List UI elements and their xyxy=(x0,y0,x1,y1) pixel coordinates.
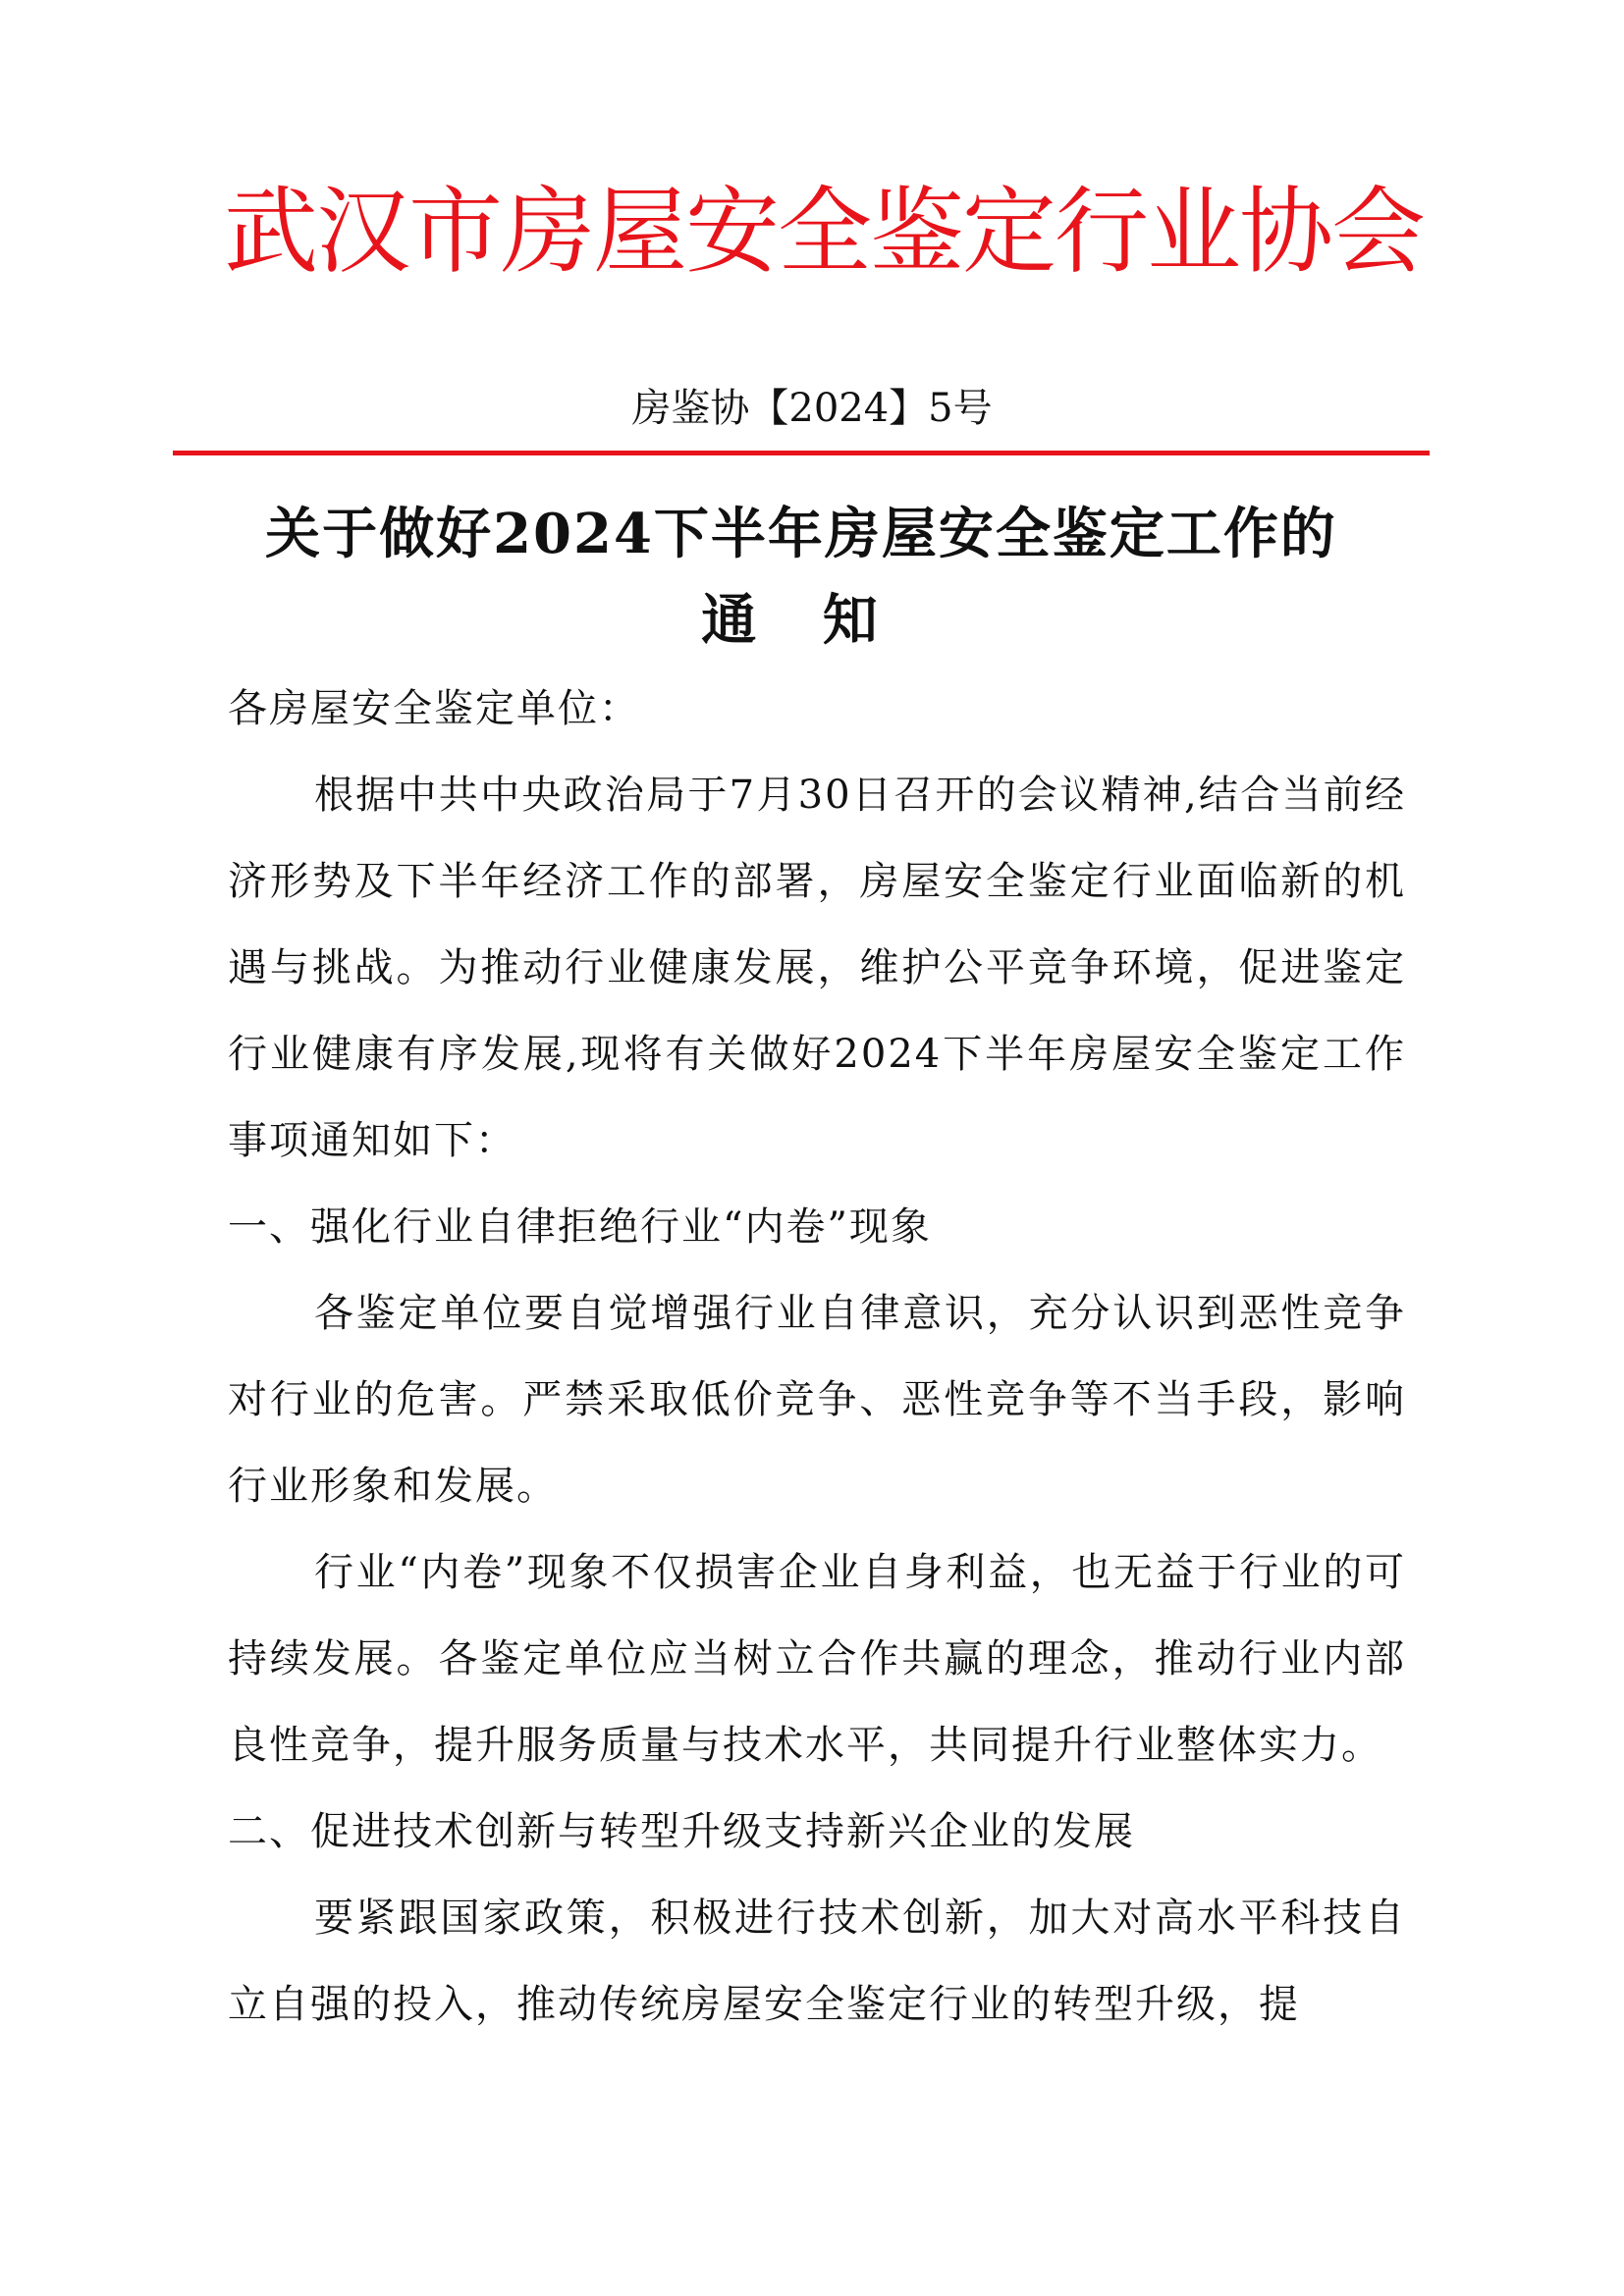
salutation: 各房屋安全鉴定单位： xyxy=(228,686,640,731)
section-2-paragraph-1: 要紧跟国家政策，积极进行技术创新，加大对高水平科技自立自强的投入，推动传统房屋安全鉴定行业的转型升级，提 xyxy=(228,1896,1406,2027)
section-1-paragraph-2: 行业“内卷”现象不仅损害企业自身利益，也无益于行业的可持续发展。各鉴定单位应当树立合作共赢的理念，推动行业内部良性竞争，提升服务质量与技术水平，共同提升行业整体实力。 xyxy=(228,1550,1406,1768)
organization-name: 武汉市房屋安全鉴定行业协会 xyxy=(224,177,1424,287)
section-2-heading: 二、促进技术创新与转型升级支持新兴企业的发展 xyxy=(228,1809,1135,1854)
notice-title-line-1: 关于做好2024下半年房屋安全鉴定工作的 xyxy=(265,502,1337,566)
intro-paragraph: 根据中共中央政治局于7月30日召开的会议精神,结合当前经济形势及下半年经济工作的部署，房屋安全鉴定行业面临新的机遇与挑战。为推动行业健康发展，维护公平竞争环境，促进鉴定行业健康有序发展,现将有关做好2024下半年房屋安全鉴定工作事项通知如下： xyxy=(228,773,1406,1163)
notice-body xyxy=(228,666,1406,2048)
section-1-paragraph-1: 各鉴定单位要自觉增强行业自律意识，充分认识到恶性竞争对行业的危害。严禁采取低价竞争、恶性竞争等不当手段，影响行业形象和发展。 xyxy=(228,1291,1406,1509)
document-number: 房鉴协【2024】5号 xyxy=(631,386,993,431)
section-1-heading: 一、强化行业自律拒绝行业“内卷”现象 xyxy=(228,1204,932,1250)
red-divider xyxy=(173,451,1430,455)
notice-title-line-2: 通 知 xyxy=(701,588,901,653)
